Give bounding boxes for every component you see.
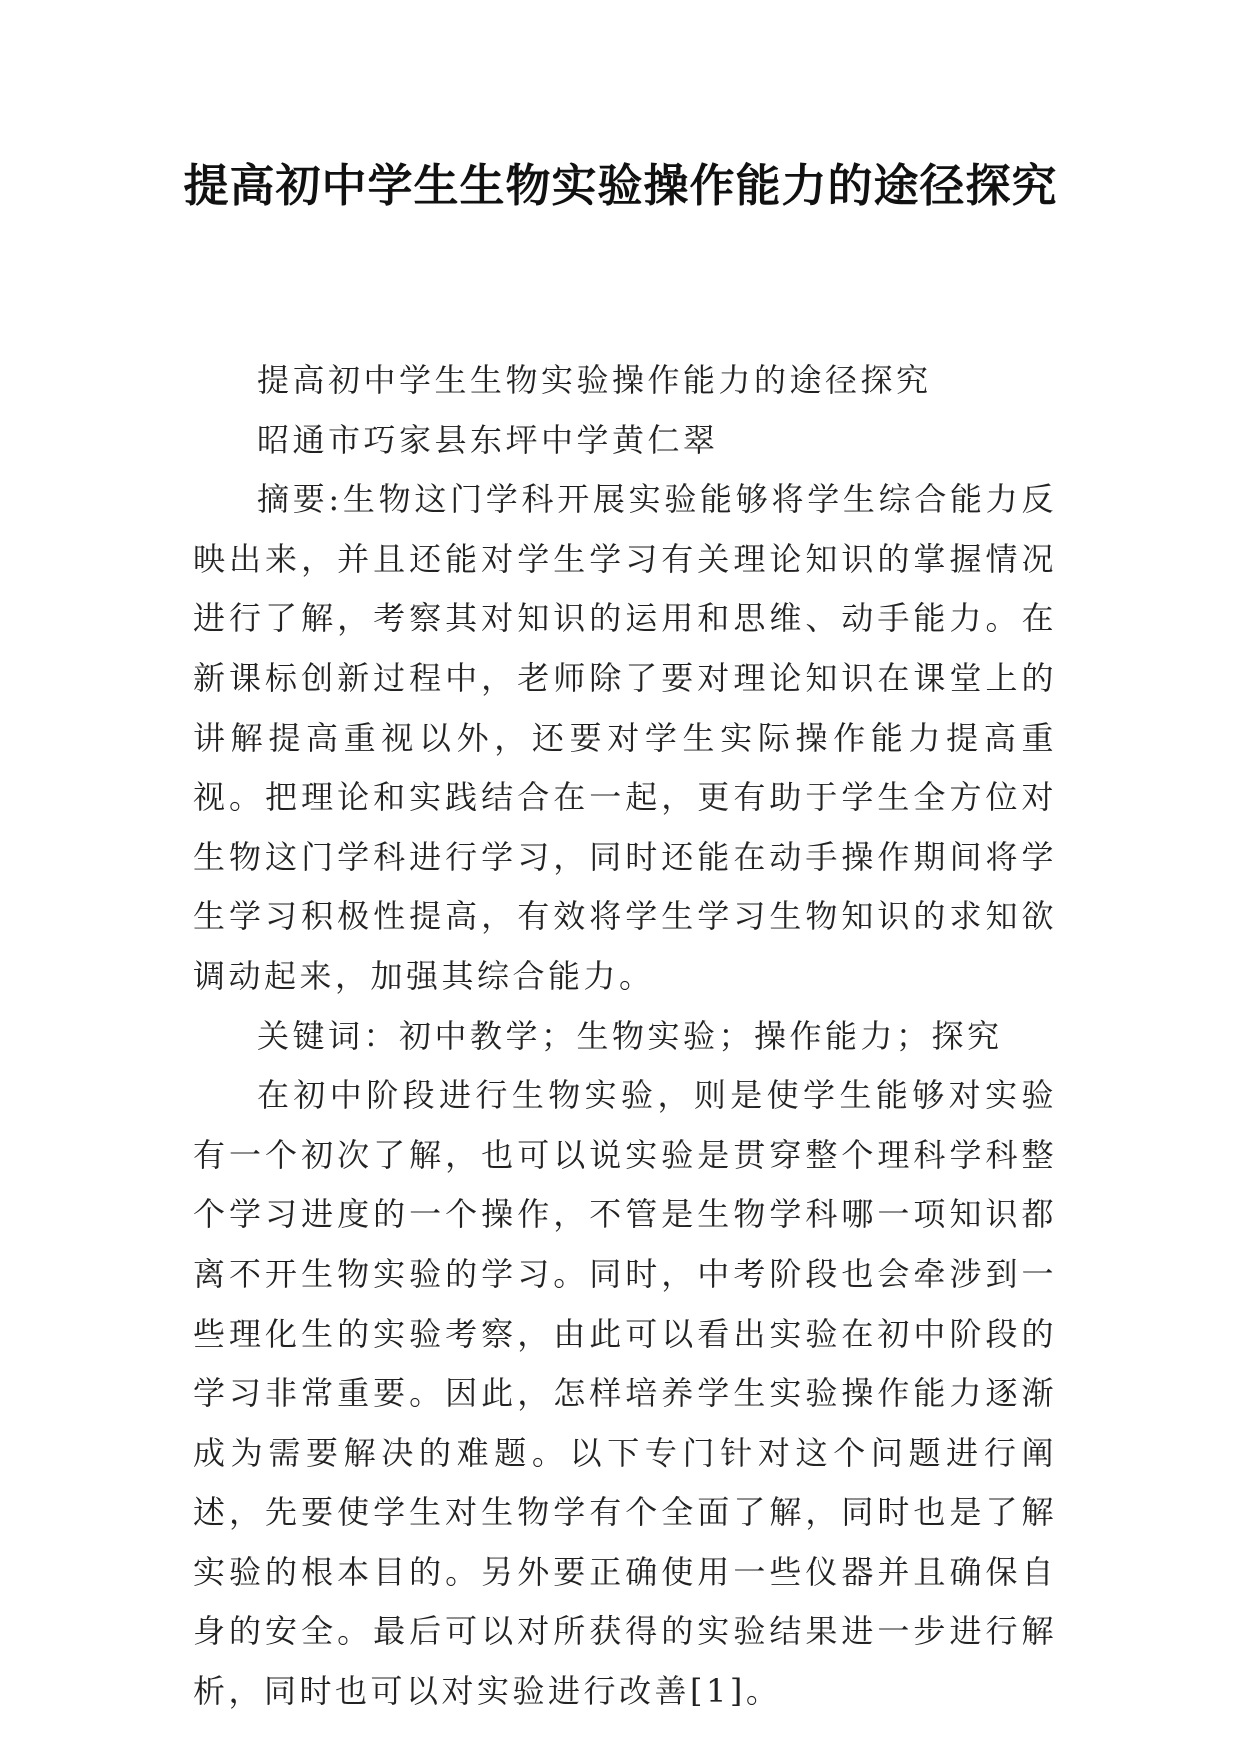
paragraph-author: 昭通市巧家县东坪中学黄仁翠 — [257, 420, 719, 459]
document-title: 提高初中学生生物实验操作能力的途径探究 — [183, 159, 1058, 212]
document-body — [193, 351, 1057, 1722]
paragraph-subtitle: 提高初中学生生物实验操作能力的途径探究 — [257, 361, 932, 399]
paragraph-keywords: 关键词：初中教学；生物实验；操作能力；探究 — [257, 1016, 1003, 1055]
paragraph-abstract: 摘要:生物这门学科开展实验能够将学生综合能力反映出来，并且还能对学生学习有关理论知识的掌握情况进行了解，考察其对知识的运用和思维、动手能力。在新课标创新过程中，老师除了要对理论知识在课堂上的讲解提高重视以外，还要对学生实际操作能力提高重视。把理论和实践结合在一起，更有助于学生全方位对生物这门学科进行学习，同时还能在动手操作期间将学生学习积极性提高，有效将学生学习生物知识的求知欲调动起来，加强其综合能力。 — [193, 480, 1057, 995]
paragraph-introduction: 在初中阶段进行生物实验，则是使学生能够对实验有一个初次了解，也可以说实验是贯穿整个理科学科整个学习进度的一个操作，不管是生物学科哪一项知识都离不开生物实验的学习。同时，中考阶段也会牵涉到一些理化生的实验考察，由此可以看出实验在初中阶段的学习非常重要。因此，怎样培养学生实验操作能力逐渐成为需要解决的难题。以下专门针对这个问题进行阐述，先要使学生对生物学有个全面了解，同时也是了解实验的根本目的。另外要正确使用一些仪器并且确保自身的安全。最后可以对所获得的实验结果进一步进行解析，同时也可以对实验进行改善[1]。 — [193, 1076, 1057, 1711]
